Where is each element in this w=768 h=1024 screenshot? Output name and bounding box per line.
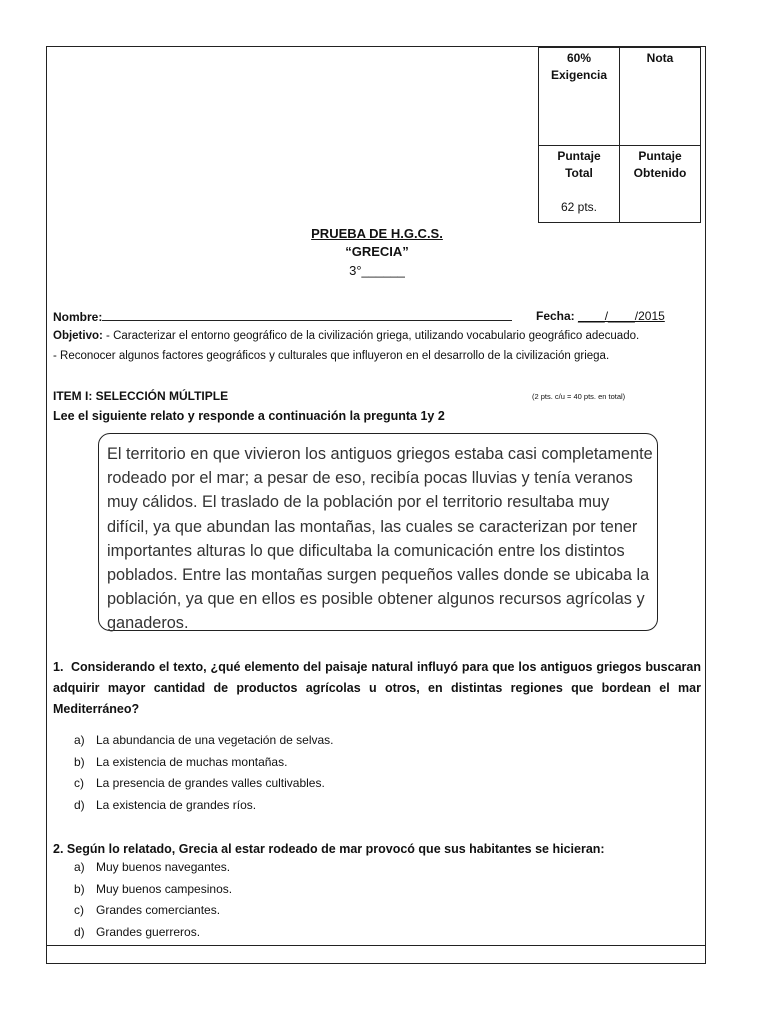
nota-cell bbox=[620, 48, 701, 146]
exigencia-label: 60% Exigencia bbox=[550, 51, 608, 82]
option-2c[interactable] bbox=[74, 903, 232, 925]
option-1b[interactable] bbox=[74, 755, 334, 777]
puntaje-obtenido-cell bbox=[620, 146, 701, 223]
objective-line-1 bbox=[53, 330, 639, 342]
question-1-text: Considerando el texto, ¿qué elemento del paisaje natural influyó para que los antiguos griegos buscaran adquirir mayor cantidad de productos agrícolas u otros, en distintas regiones que bordean el mar Mediterráneo? bbox=[53, 660, 701, 716]
exigencia-cell bbox=[539, 48, 620, 146]
option-text: La existencia de grandes ríos. bbox=[96, 797, 257, 812]
option-letter: a) bbox=[74, 733, 85, 747]
option-2b[interactable] bbox=[74, 882, 232, 904]
option-letter: b) bbox=[74, 881, 85, 896]
option-1c[interactable] bbox=[74, 776, 334, 798]
question-1 bbox=[53, 657, 701, 720]
question-2 bbox=[53, 839, 701, 860]
passage-text: El territorio en que vivieron los antiguos griegos estaba casi completamente rodeado por el mar; a pesar de eso, recibía pocas lluvias y tenía veranos muy cálidos. El traslado de la población por el territorio resultaba muy difícil, ya que abundan las montañas, las cuales se caracterizan por tener importantes alturas lo que dificultaba la comunicación entre los distintos poblados. Entre las montañas surgen pequeños valles donde se ubicaba la población, ya que en ellos es posible obtener algunos recursos agrícolas y ganaderos. bbox=[107, 445, 653, 633]
item-points: (2 pts. c/u = 40 pts. en total) bbox=[532, 392, 626, 401]
option-2d[interactable] bbox=[74, 925, 232, 947]
option-1d[interactable] bbox=[74, 798, 334, 820]
option-letter: d) bbox=[74, 797, 85, 812]
option-letter: c) bbox=[74, 903, 84, 917]
option-text: La abundancia de una vegetación de selvas. bbox=[96, 733, 334, 747]
score-table bbox=[538, 47, 701, 223]
question-1-options bbox=[74, 733, 334, 819]
nota-label: Nota bbox=[646, 51, 674, 65]
question-2-options bbox=[74, 860, 232, 946]
option-text: La presencia de grandes valles cultivables. bbox=[96, 776, 325, 790]
fecha-value: ____/____/2015 bbox=[578, 309, 665, 323]
puntaje-total-label: Puntaje Total bbox=[557, 149, 601, 180]
nombre-blank bbox=[102, 309, 512, 321]
puntaje-obtenido-label: Puntaje Obtenido bbox=[633, 149, 687, 180]
option-letter: a) bbox=[74, 860, 85, 874]
bottom-divider bbox=[47, 945, 705, 946]
option-text: Muy buenos campesinos. bbox=[96, 881, 233, 896]
option-text: Muy buenos navegantes. bbox=[96, 860, 231, 874]
question-2-number: 2. bbox=[53, 842, 64, 856]
option-1a[interactable] bbox=[74, 733, 334, 755]
fecha-row bbox=[536, 309, 665, 323]
option-2a[interactable] bbox=[74, 860, 232, 882]
question-2-text: Según lo relatado, Grecia al estar rodeado de mar provocó que sus habitantes se hicieran: bbox=[66, 842, 605, 856]
fecha-label: Fecha: bbox=[536, 309, 575, 323]
puntaje-total-value: 62 pts. bbox=[560, 200, 598, 214]
nombre-label: Nombre: bbox=[53, 310, 103, 324]
item-title: ITEM I: SELECCIÓN MÚLTIPLE bbox=[53, 389, 229, 403]
option-text: La existencia de muchas montañas. bbox=[96, 754, 288, 769]
exam-title: PRUEBA DE H.G.C.S. bbox=[311, 226, 443, 241]
exam-subtitle: “GRECIA” bbox=[345, 244, 409, 259]
option-letter: d) bbox=[74, 924, 85, 939]
option-text: Grandes comerciantes. bbox=[96, 903, 221, 917]
grade-field: 3°______ bbox=[349, 263, 405, 278]
option-text: Grandes guerreros. bbox=[96, 924, 201, 939]
exam-page bbox=[46, 46, 706, 964]
objective-text-1: - Caracterizar el entorno geográfico de la civilización griega, utilizando vocabulario geográfico adecuado. bbox=[102, 330, 640, 342]
nombre-row bbox=[53, 309, 512, 324]
item-instruction: Lee el siguiente relato y responde a continuación la pregunta 1y 2 bbox=[53, 409, 445, 423]
objective-line-2: - Reconocer algunos factores geográficos y culturales que influyeron en el desarrollo de la civilización griega. bbox=[53, 350, 610, 362]
option-letter: c) bbox=[74, 776, 84, 790]
objective-label: Objetivo: bbox=[53, 330, 103, 342]
option-letter: b) bbox=[74, 754, 85, 769]
reading-passage bbox=[98, 433, 658, 631]
question-1-number: 1. bbox=[53, 660, 64, 674]
puntaje-total-cell bbox=[539, 146, 620, 223]
